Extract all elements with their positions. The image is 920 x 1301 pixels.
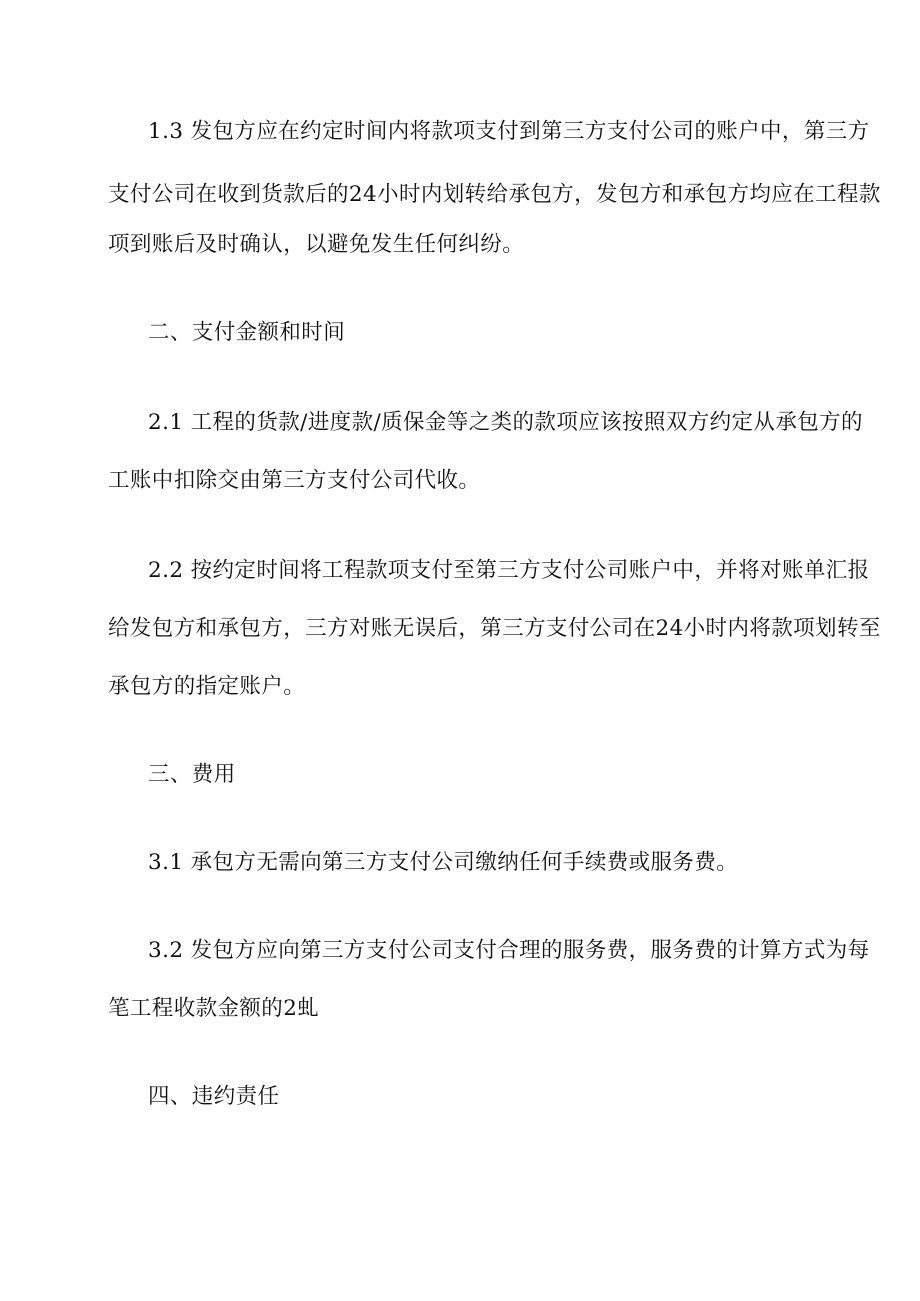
paragraph-1-3-line-1: 1.3 发包方应在约定时间内将款项支付到第三方支付公司的账户中，第三方 [148,119,870,144]
section-heading-4: 四、违约责任 [148,1084,280,1109]
paragraph-3-2-line-1: 3.2 发包方应向第三方支付公司支付合理的服务费，服务费的计算方式为每 [148,938,870,963]
paragraph-1-3-line-2: 支付公司在收到货款后的24小时内划转给承包方，发包方和承包方均应在工程款 [108,182,881,207]
paragraph-3-2-line-2: 笔工程收款金额的2虬 [108,996,320,1021]
paragraph-2-2-line-3: 承包方的指定账户。 [108,674,306,699]
paragraph-3-1-line-1: 3.1 承包方无需向第三方支付公司缴纳任何手续费或服务费。 [148,850,739,875]
paragraph-2-2-line-1: 2.2 按约定时间将工程款项支付至第三方支付公司账户中，并将对账单汇报 [148,558,870,583]
paragraph-1-3-line-3: 项到账后及时确认，以避免发生任何纠纷。 [108,232,525,257]
paragraph-2-1-line-2: 工账中扣除交由第三方支付公司代收。 [108,468,481,493]
paragraph-2-1-line-1: 2.1 工程的货款/进度款/质保金等之类的款项应该按照双方约定从承包方的 [148,410,863,435]
section-heading-2: 二、支付金额和时间 [148,320,346,345]
paragraph-2-2-line-2: 给发包方和承包方，三方对账无误后，第三方支付公司在24小时内将款项划转至 [108,616,881,641]
section-heading-3: 三、费用 [148,762,236,787]
